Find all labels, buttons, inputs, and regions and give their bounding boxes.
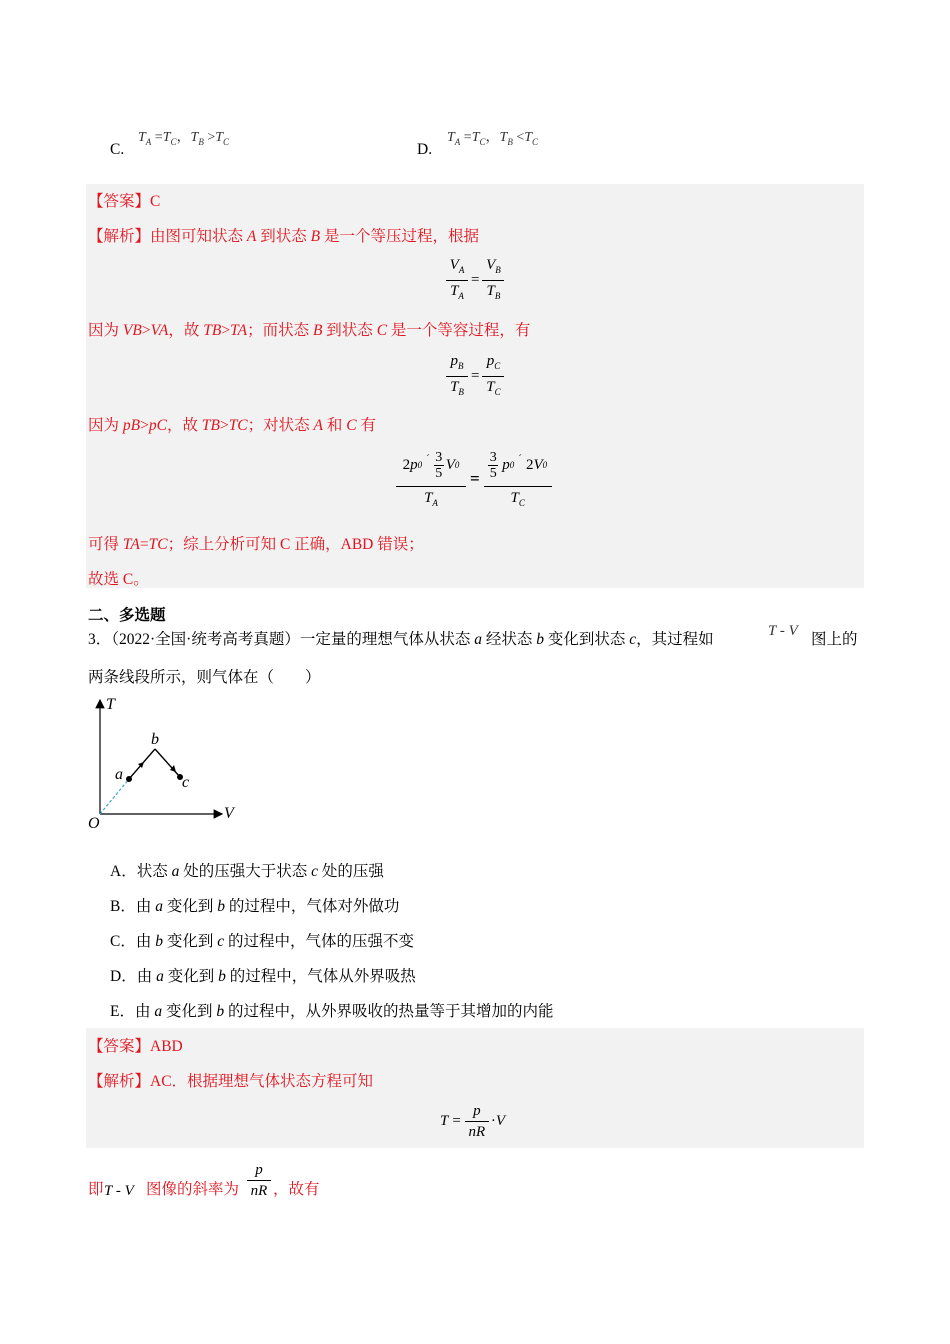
option-text: 由 a 变化到 b 的过程中，从外界吸收的热量等于其增加的内能 [134,1003,554,1020]
option-d-label: D. [417,141,433,158]
q3-last-line-c: ，故有 [273,1181,320,1198]
option-text: 由 a 变化到 b 的过程中，气体对外做功 [135,898,400,915]
option-text: 由 a 变化到 b 的过程中，气体从外界吸热 [136,968,416,985]
tv-graph [84,694,244,834]
q2-analysis-line1 [88,224,479,246]
q2-answer-line [88,189,160,211]
answer-value: C [150,193,161,210]
q2-analysis-line2: 因为 VB>VA，故 TB>TA；而状态 B 到状态 C 是一个等容过程，有 [88,322,531,339]
dashed-line-oa [100,779,129,814]
option-text: 由 b 变化到 c 的过程中，气体的压强不变 [135,933,415,950]
option-text: 状态 a 处的压强大于状态 c 处的压强 [136,863,384,880]
equation-3: 2 p 0 ´ 3 5 V 0 $T_A$ = 3 5 p 0 ´ 2 V 0 $T_C$ [396,446,552,512]
q3-last-frac: p nR [247,1161,271,1200]
q3-answer-line [88,1034,183,1056]
section-title: 二、多选题 [88,607,166,624]
answer-tag: 【答案】 [88,1038,151,1055]
q3-stem-line1b: 图上的 [811,631,858,648]
option-label: B． [110,898,136,915]
q3-analysis-line1 [88,1069,373,1091]
answer-value: ABD [150,1038,183,1055]
option-label: A． [110,863,137,880]
label-b: b [151,731,159,748]
q3-option-a[interactable] [110,859,384,881]
answer-tag: 【答案】 [88,193,151,210]
analysis-tag: 【解析】 [88,228,151,245]
label-v: V [224,805,234,822]
option-label: D． [110,968,137,985]
label-t: T [106,696,115,713]
q3-option-d[interactable] [110,964,416,986]
q3-option-e[interactable] [110,999,554,1021]
q3-option-b[interactable] [110,894,399,916]
equation-2: $p_B$ $T_B$ = $p_C$ $T_C$ [446,352,504,401]
analysis-text: 由图可知状态 A 到状态 B 是一个等压过程，根据 [150,228,479,245]
analysis-tag: 【解析】 [88,1073,151,1090]
label-origin: O [88,815,100,832]
option-c-label: C. [110,141,125,158]
q3-last-line-b: 图像的斜率为 [146,1181,240,1198]
option-c-formula: $T_A =T_C$，$T_B >T_C$ [138,130,230,147]
segment-bc [155,749,180,777]
q2-analysis-line5: 故选 C。 [88,571,149,588]
q2-analysis-line4: 可得 TA=TC；综上分析可知 C 正确，ABD 错误； [88,536,424,553]
q3-last-line-a: 即 [88,1181,104,1198]
label-c: c [182,774,190,791]
option-label: E． [110,1003,135,1020]
q3-stem-line2: 两条线段所示，则气体在（ ） [88,669,321,686]
q3-last-tv: T - V [104,1183,134,1199]
option-d-formula: $T_A =T_C$，$T_B <T_C$ [447,130,539,147]
q3-stem-line1: 3．（2022·全国·统考高考真题）一定量的理想气体从状态 a 经状态 b 变化到状态 c，其过程如 [88,631,714,648]
option-label: C． [110,933,136,950]
q3-option-c[interactable] [110,929,414,951]
analysis-text: AC．根据理想气体状态方程可知 [150,1073,374,1090]
q3-stem-tv: T - V [768,623,798,639]
equation-1: $V_A$ $T_A$ = $V_B$ $T_B$ [446,256,504,305]
q2-analysis-line3: 因为 pB>pC，故 TB>TC；对状态 A 和 C 有 [88,417,377,434]
point-a [126,776,132,782]
equation-main: T = p nR · V [440,1103,505,1140]
label-a: a [115,766,123,783]
